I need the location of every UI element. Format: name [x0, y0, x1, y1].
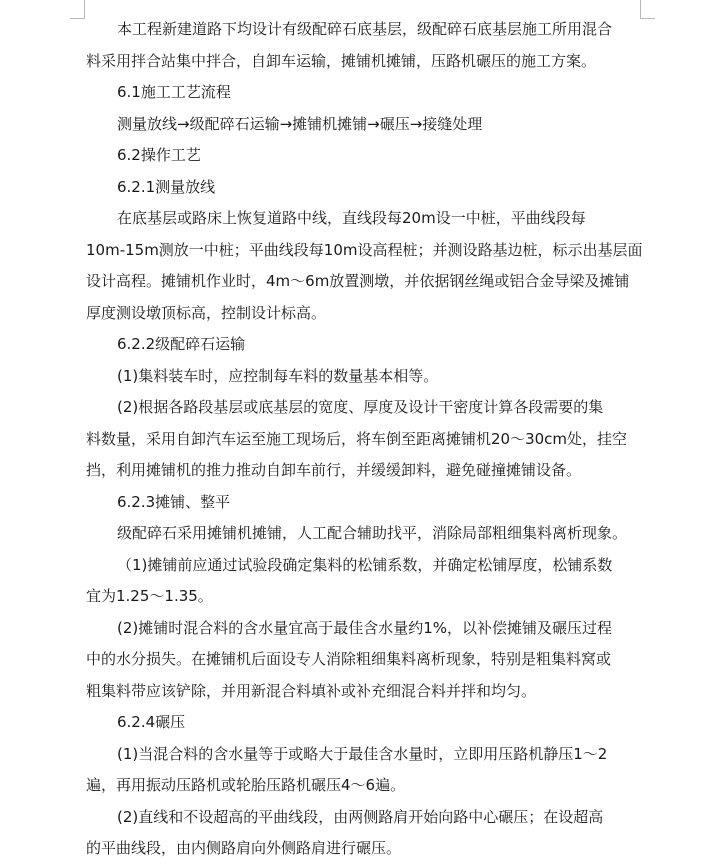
- crop-mark-top-left: [70, 0, 85, 19]
- paragraph-line: 遍，再用振动压路机或轮胎压路机碾压4～6遍。: [86, 776, 406, 794]
- paragraph-line: 料数量，采用自卸汽车运至施工现场后，将车倒至距离摊铺机20～30cm处，挂空: [86, 429, 628, 448]
- document-body: [86, 14, 646, 865]
- paragraph-line: 级配碎石采用摊铺机摊铺，人工配合辅助找平，消除局部粗细集料离析现象。: [117, 524, 628, 542]
- paragraph-line: (2)摊铺时混合料的含水量宜高于最佳含水量约1%，以补偿摊铺及碾压过程: [117, 618, 613, 637]
- paragraph-line: (1)集料装车时，应控制每车料的数量基本相等。: [117, 366, 439, 385]
- paragraph-line: 本工程新建道路下均设计有级配碎石底基层，级配碎石底基层施工所用混合: [117, 20, 613, 38]
- paragraph-line: 在底基层或路床上恢复道路中线，直线段每20m设一中桩，平曲线段每: [117, 209, 586, 227]
- section-heading: 6.2.3摊铺、整平: [117, 492, 231, 511]
- paragraph-line: (2)直线和不设超高的平曲线段，由两侧路肩开始向路中心碾压；在设超高: [117, 807, 604, 826]
- paragraph-line: 料采用拌合站集中拌合，自卸车运输，摊铺机摊铺，压路机碾压的施工方案。: [86, 51, 597, 70]
- paragraph-line: (2)根据各路段基层或底基层的宽度、厚度及设计干密度计算各段需要的集: [117, 398, 604, 416]
- section-heading: 6.2.4碾压: [117, 713, 186, 731]
- paragraph-line: 宜为1.25～1.35。: [86, 587, 213, 605]
- paragraph-line: 10m-15m测放一中桩；平曲线段每10m设高程桩；并测设路基边桩，标示出基层面: [86, 240, 643, 259]
- paragraph-line: 挡，利用摊铺机的推力推动自卸车前行，并缓缓卸料，避免碰撞摊铺设备。: [86, 461, 582, 479]
- paragraph-line: 粗集料带应该铲除，并用新混合料填补或补充细混合料并拌和均匀。: [86, 681, 537, 700]
- paragraph-line: 测量放线→级配碎石运输→摊铺机摊铺→碾压→接缝处理: [117, 114, 483, 133]
- section-heading: 6.2.1测量放线: [117, 177, 216, 196]
- paragraph-line: 的平曲线段，由内侧路肩向外侧路肩进行碾压。: [86, 839, 402, 857]
- paragraph-line: （1)摊铺前应通过试验段确定集料的松铺系数，并确定松铺厚度，松铺系数: [117, 555, 613, 574]
- section-heading: 6.2操作工艺: [117, 146, 201, 164]
- section-heading: 6.2.2级配碎石运输: [117, 335, 246, 353]
- paragraph-line: (1)当混合料的含水量等于或略大于最佳含水量时，立即用压路机静压1～2: [117, 744, 608, 763]
- paragraph-line: 设计高程。摊铺机作业时，4m～6m放置测墩，并依据钢丝绳或铝合金导梁及摊铺: [86, 272, 630, 290]
- paragraph-line: 中的水分损失。在摊铺机后面设专人消除粗细集料离析现象，特别是粗集料窝或: [86, 650, 612, 668]
- section-heading: 6.1施工工艺流程: [117, 83, 231, 101]
- paragraph-line: 厚度测设墩顶标高，控制设计标高。: [86, 303, 327, 322]
